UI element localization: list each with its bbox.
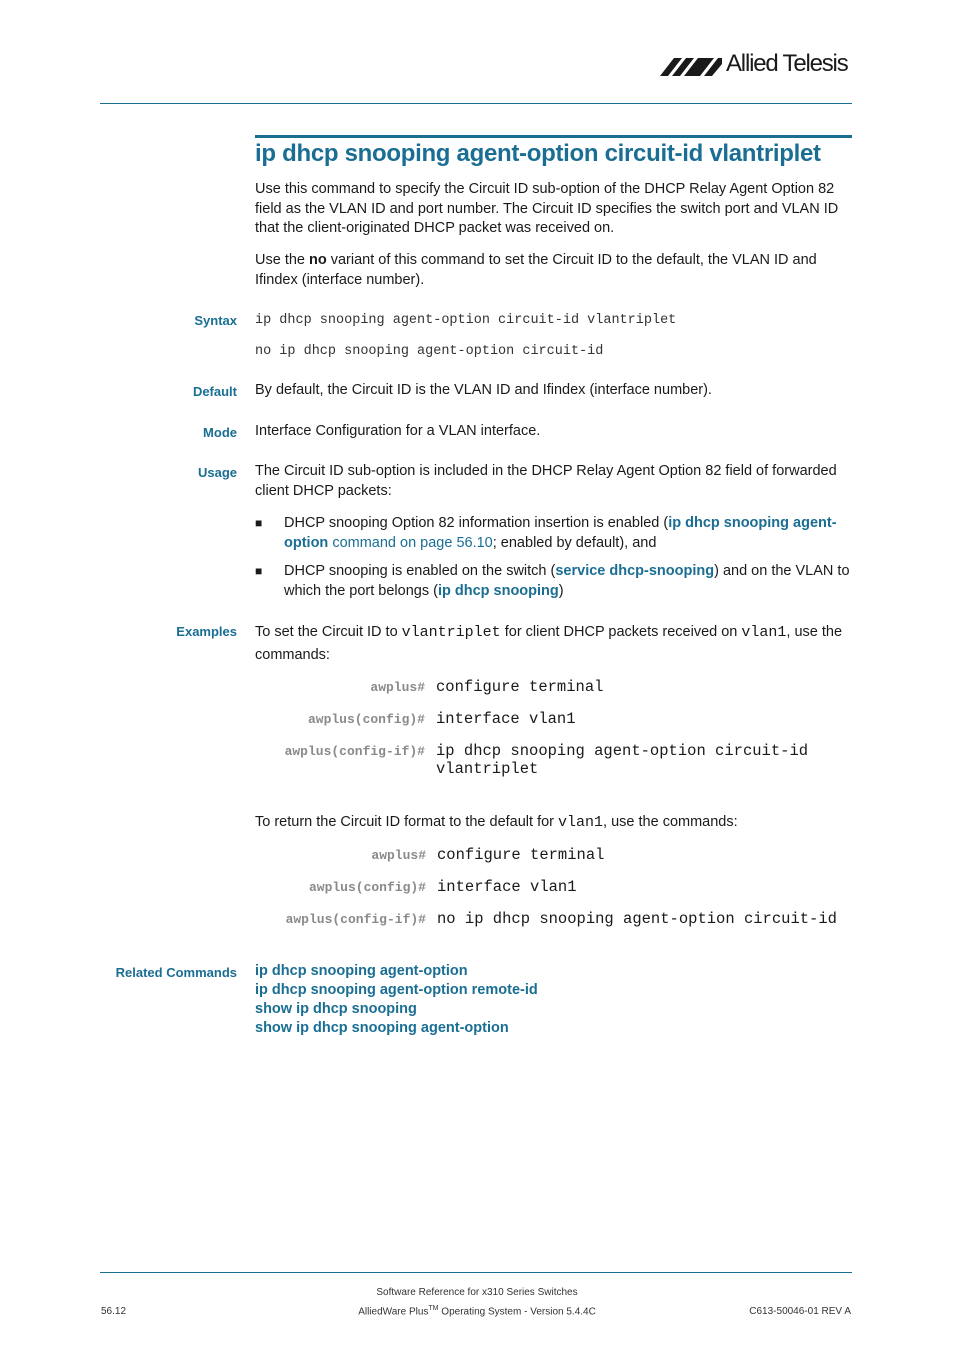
footer-title: Software Reference for x310 Series Switches	[376, 1287, 578, 1298]
cli-command: no ip dhcp snooping agent-option circuit-id	[437, 910, 837, 928]
usage-text: The Circuit ID sub-option is included in the DHCP Relay Agent Option 82 field of forwarded client DHCP packets:	[255, 463, 837, 499]
default-text: By default, the Circuit ID is the VLAN ID and Ifindex (interface number).	[255, 382, 712, 398]
no-variant-paragraph	[255, 251, 855, 290]
page-number: 56.12	[101, 1306, 127, 1317]
text-run: , use the commands:	[255, 624, 843, 663]
cli-command: configure terminal	[436, 678, 604, 696]
link-ip-dhcp-snooping-agent-option[interactable]: ip dhcp snooping agent-option	[284, 515, 837, 551]
logo-text: Allied Telesis	[726, 50, 848, 77]
cli-prompt: awplus#	[370, 680, 425, 695]
link-ip-dhcp-snooping[interactable]: ip dhcp snooping	[437, 583, 559, 599]
text-run: To return the Circuit ID format to the default for	[255, 814, 559, 830]
default-label: Default	[192, 384, 237, 399]
trademark-sup: TM	[428, 1305, 439, 1312]
usage-bullet-1	[284, 513, 854, 553]
cli-prompt: awplus(config-if)#	[285, 912, 426, 927]
related-link-1[interactable]: ip dhcp snooping agent-option	[255, 963, 468, 979]
page-title: ip dhcp snooping agent-option circuit-id vlantriplet	[255, 140, 821, 167]
cli-prompt: awplus(config)#	[308, 880, 426, 895]
text-run: ) and on the VLAN to which the port belongs (	[284, 563, 850, 599]
logo-mark-icon	[660, 54, 722, 80]
cli-prompt: awplus#	[371, 848, 426, 863]
cli-command: ip dhcp snooping agent-option circuit-id vlantriplet	[436, 742, 809, 778]
text-run: AlliedWare Plus	[358, 1306, 429, 1318]
text-run: DHCP snooping is enabled on the switch (	[284, 563, 556, 579]
syntax-line-2: no ip dhcp snooping agent-option circuit-id	[255, 344, 604, 359]
text-run: Use the	[255, 252, 309, 268]
document-id: C613-50046-01 REV A	[749, 1306, 851, 1317]
text-run: )	[558, 583, 564, 599]
cli-prompt: awplus(config-if)#	[284, 744, 425, 759]
text-run: variant of this command to set the Circuit ID to the default, the VLAN ID and Ifindex (interface number).	[255, 252, 817, 288]
related-commands-label: Related Commands	[115, 965, 237, 980]
code-vlan1: vlan1	[741, 624, 787, 641]
intro-paragraph: Use this command to specify the Circuit ID sub-option of the DHCP Relay Agent Option 82 field as the VLAN ID and port number. The Circuit ID specifies the switch port and VLAN ID that the client-originated DHCP packet was received on.	[255, 181, 839, 236]
related-link-3[interactable]: show ip dhcp snooping	[255, 1001, 417, 1017]
usage-label: Usage	[197, 465, 237, 480]
header-divider	[100, 103, 852, 104]
mode-text: Interface Configuration for a VLAN interface.	[255, 423, 541, 439]
cli-prompt: awplus(config)#	[307, 712, 425, 727]
title-rule	[255, 135, 852, 138]
code-vlan1: vlan1	[558, 814, 604, 831]
related-link-4[interactable]: show ip dhcp snooping agent-option	[255, 1020, 509, 1036]
text-run: , use the commands:	[603, 814, 738, 830]
text-run: Operating System - Version 5.4.4C	[438, 1306, 596, 1318]
page-reference-link[interactable]: command on page 56.10	[328, 535, 493, 551]
bullet-icon: ■	[255, 516, 263, 530]
examples-intro	[255, 621, 855, 666]
cli-command: configure terminal	[437, 846, 605, 864]
allied-telesis-logo	[660, 50, 855, 80]
no-keyword: no	[309, 252, 327, 268]
code-vlantriplet: vlantriplet	[401, 624, 501, 641]
bullet-icon: ■	[255, 564, 263, 578]
text-run: ; enabled by default), and	[492, 535, 657, 551]
return-default-text	[255, 811, 855, 834]
link-service-dhcp-snooping[interactable]: service dhcp-snooping	[555, 563, 715, 579]
usage-bullet-2	[284, 561, 854, 601]
mode-label: Mode	[203, 425, 237, 440]
cli-command: interface vlan1	[437, 878, 577, 896]
examples-label: Examples	[176, 624, 237, 639]
cli-command: interface vlan1	[436, 710, 576, 728]
text-run: DHCP snooping Option 82 information insertion is enabled (	[284, 515, 669, 531]
footer-divider	[100, 1272, 852, 1273]
syntax-line-1: ip dhcp snooping agent-option circuit-id vlantriplet	[255, 313, 677, 328]
related-link-2[interactable]: ip dhcp snooping agent-option remote-id	[255, 982, 538, 998]
text-run: To set the Circuit ID to	[255, 624, 402, 640]
syntax-label: Syntax	[194, 313, 237, 328]
text-run: for client DHCP packets received on	[500, 624, 742, 640]
